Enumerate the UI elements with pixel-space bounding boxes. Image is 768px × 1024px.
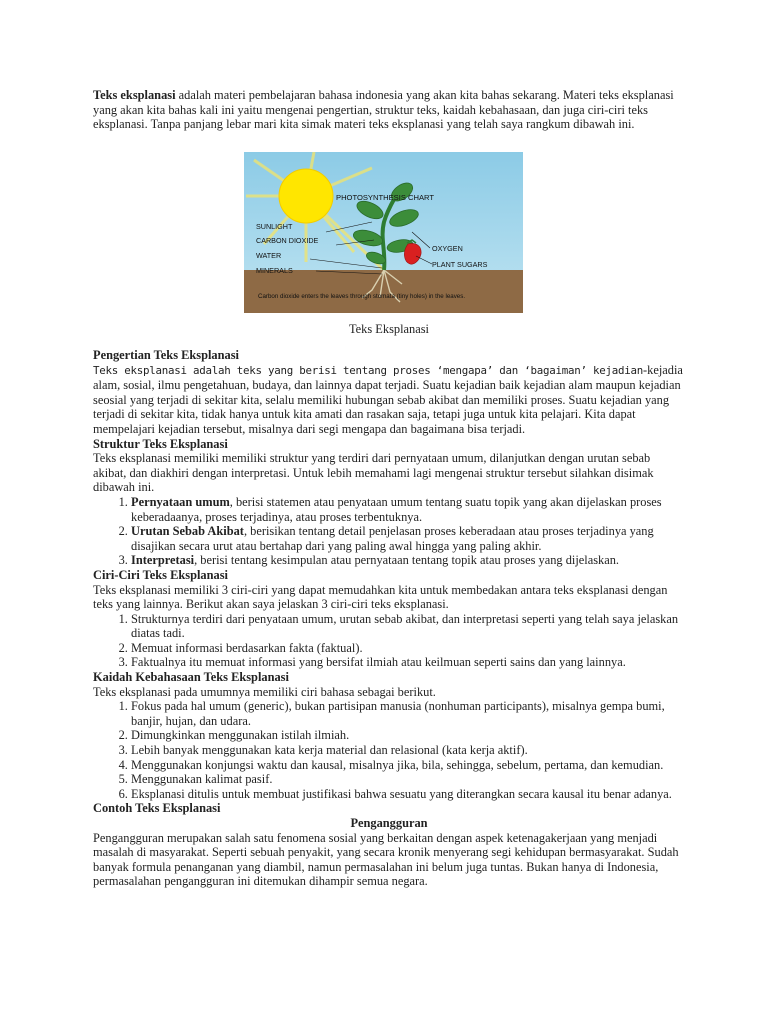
kaidah-heading: Kaidah Kebahasaan Teks Eksplanasi — [93, 670, 289, 685]
water-label: WATER — [256, 251, 282, 260]
intro-text: adalah materi pembelajaran bahasa indonesia yang akan kita bahas sekarang. Materi teks eksplanasi yang akan kita bahas kali ini yaitu mengenai pengertian, struktur teks, kaidah kebahasaan, dan juga ciri-ciri teks eksplanasi. Tanpa panjang lebar mari kita simak materi teks eksplanasi yang telah saya rangkum dibawah ini. — [93, 88, 674, 132]
list-item — [131, 553, 685, 568]
plant-sugars-label: PLANT SUGARS — [432, 260, 488, 269]
intro-paragraph — [93, 88, 685, 132]
pengertian-definition: Teks eksplanasi adalah teks yang berisi tentang proses ‘mengapa’ dan ‘bagaiman’ kejadian — [93, 363, 644, 377]
chart-title-label: PHOTOSYNTHESIS CHART — [336, 193, 435, 202]
minerals-label: MINERALS — [256, 266, 293, 275]
photosynthesis-chart-image — [244, 152, 523, 313]
pengertian-heading: Pengertian Teks Eksplanasi — [93, 348, 239, 362]
list-item: 3. Faktualnya itu memuat informasi yang bersifat ilmiah atau keilmuan seperti sains dan yang lainnya. — [131, 655, 685, 670]
sunlight-label: SUNLIGHT — [256, 222, 293, 231]
ciri-heading: Ciri-Ciri Teks Eksplanasi — [93, 567, 228, 582]
list-item: 2. Dimungkinkan menggunakan istilah ilmiah. — [131, 728, 685, 743]
list-item: 3. Lebih banyak menggunakan kata kerja material dan relasional (kata kerja aktif). — [131, 743, 685, 758]
struktur-item-text: , berisi statemen atau penyataan umum tentang suatu topik yang akan dijelaskan proses keberadaanya, proses terjadinya, atau proses terbentuknya. — [131, 494, 662, 524]
list-item: 6. Eksplanasi ditulis untuk membuat justifikasi bahwa sesuatu yang diterangkan secara kausal itu benar adanya. — [131, 787, 685, 802]
struktur-item-term: Urutan Sebab Akibat — [131, 524, 244, 539]
contoh-title: Pengangguran — [350, 816, 428, 830]
kaidah-paragraph: Teks eksplanasi pada umumnya memiliki ciri bahasa sebagai berikut. — [93, 684, 436, 699]
list-item: 1. Fokus pada hal umum (generic), bukan partisipan manusia (nonhuman participants), misalnya gempa bumi, banjir, hujan, dan udara. — [131, 699, 685, 728]
struktur-item-text: , berisikan tentang detail penjelasan proses keberadaan atau proses terjadinya yang disajikan secara urut atau bertahap dari yang paling awal hingga yang paling akhir. — [131, 524, 654, 553]
main-content — [93, 348, 685, 889]
sun-icon — [279, 169, 333, 223]
struktur-paragraph: Teks eksplanasi memiliki memiliki struktur yang terdiri dari pernyataan umum, dilanjutkan dengan urutan sebab akibat, dan diakhiri dengan interpretasi. Untuk lebih memahami lagi mengenai struktur tersebut silahkan disimak dibawah ini. — [93, 451, 654, 495]
oxygen-label: OXYGEN — [432, 244, 463, 253]
list-item: 2. Memuat informasi berdasarkan fakta (faktual). — [131, 641, 685, 656]
pengertian-paragraph — [93, 363, 685, 437]
list-item — [131, 524, 685, 553]
carbon-dioxide-label: CARBON DIOXIDE — [256, 236, 319, 245]
ciri-list — [93, 612, 685, 670]
chart-footer-label: Carbon dioxide enters the leaves through stomata (tiny holes) in the leaves. — [258, 293, 466, 300]
struktur-list — [93, 495, 685, 568]
kaidah-list — [93, 699, 685, 801]
intro-section — [93, 88, 685, 132]
struktur-item-term: Interpretasi — [131, 553, 195, 568]
struktur-item-text: , berisi tentang kesimpulan atau pernyataan tentang topik atau proses yang dijelaskan. — [194, 553, 620, 568]
struktur-heading: Struktur Teks Eksplanasi — [93, 436, 228, 451]
pengertian-text: -kejadia alam, sosial, ilmu pengetahuan, budaya, dan lainnya dapat terjadi. Suatu kejadian baik kejadian alam maupun kejadian seosial yang terjadi di sekitar kita, selalu memiliki hubungan sebab akibat dan memiliki proses. Suatu kejadian yang terjadi di sekitar kita, tidak hanya untuk kita amati dan rasakan saja, tetapi juga untuk kita pelajari. Kita dapat mempelajari kejadian tersebut, misalnya dari segi mengapa dan bagaimana bisa terjadi. — [93, 362, 683, 436]
list-item — [131, 495, 685, 524]
struktur-item-term: Pernyataan umum — [131, 494, 230, 509]
list-item: 4. Menggunakan konjungsi waktu dan kausal, misalnya jika, bila, sehingga, sebelum, pertama, dan kemudian. — [131, 758, 685, 773]
list-item: 5. Menggunakan kalimat pasif. — [131, 772, 685, 787]
contoh-heading: Contoh Teks Eksplanasi — [93, 801, 221, 816]
figure-caption: Teks Eksplanasi — [348, 322, 429, 336]
ciri-paragraph: Teks eksplanasi memiliki 3 ciri-ciri yang dapat memudahkan kita untuk membedakan antara teks eksplanasi dengan teks yang lainnya. Berikut akan saya jelaskan 3 ciri-ciri teks eksplanasi. — [93, 582, 668, 612]
contoh-paragraph: Pengangguran merupakan salah satu fenomena sosial yang berkaitan dengan aspek ketenagakerjaan yang menjadi masalah di masyarakat. Seperti sebuah penyakit, yang secara kronik menyerang segi kehidupan bermasyarakat. Sudah banyak formula penanganan yang diambil, namun permasalahan ini belum juga tuntas. Bukan hanya di Indonesia, permasalahan pengangguran ini ditemukan dihampir semua negara. — [93, 830, 679, 889]
intro-term: Teks eksplanasi — [93, 88, 176, 102]
list-item: 1. Strukturnya terdiri dari penyataan umum, urutan sebab akibat, dan interpretasi seperti yang telah saya jelaskan diatas tadi. — [131, 612, 685, 641]
